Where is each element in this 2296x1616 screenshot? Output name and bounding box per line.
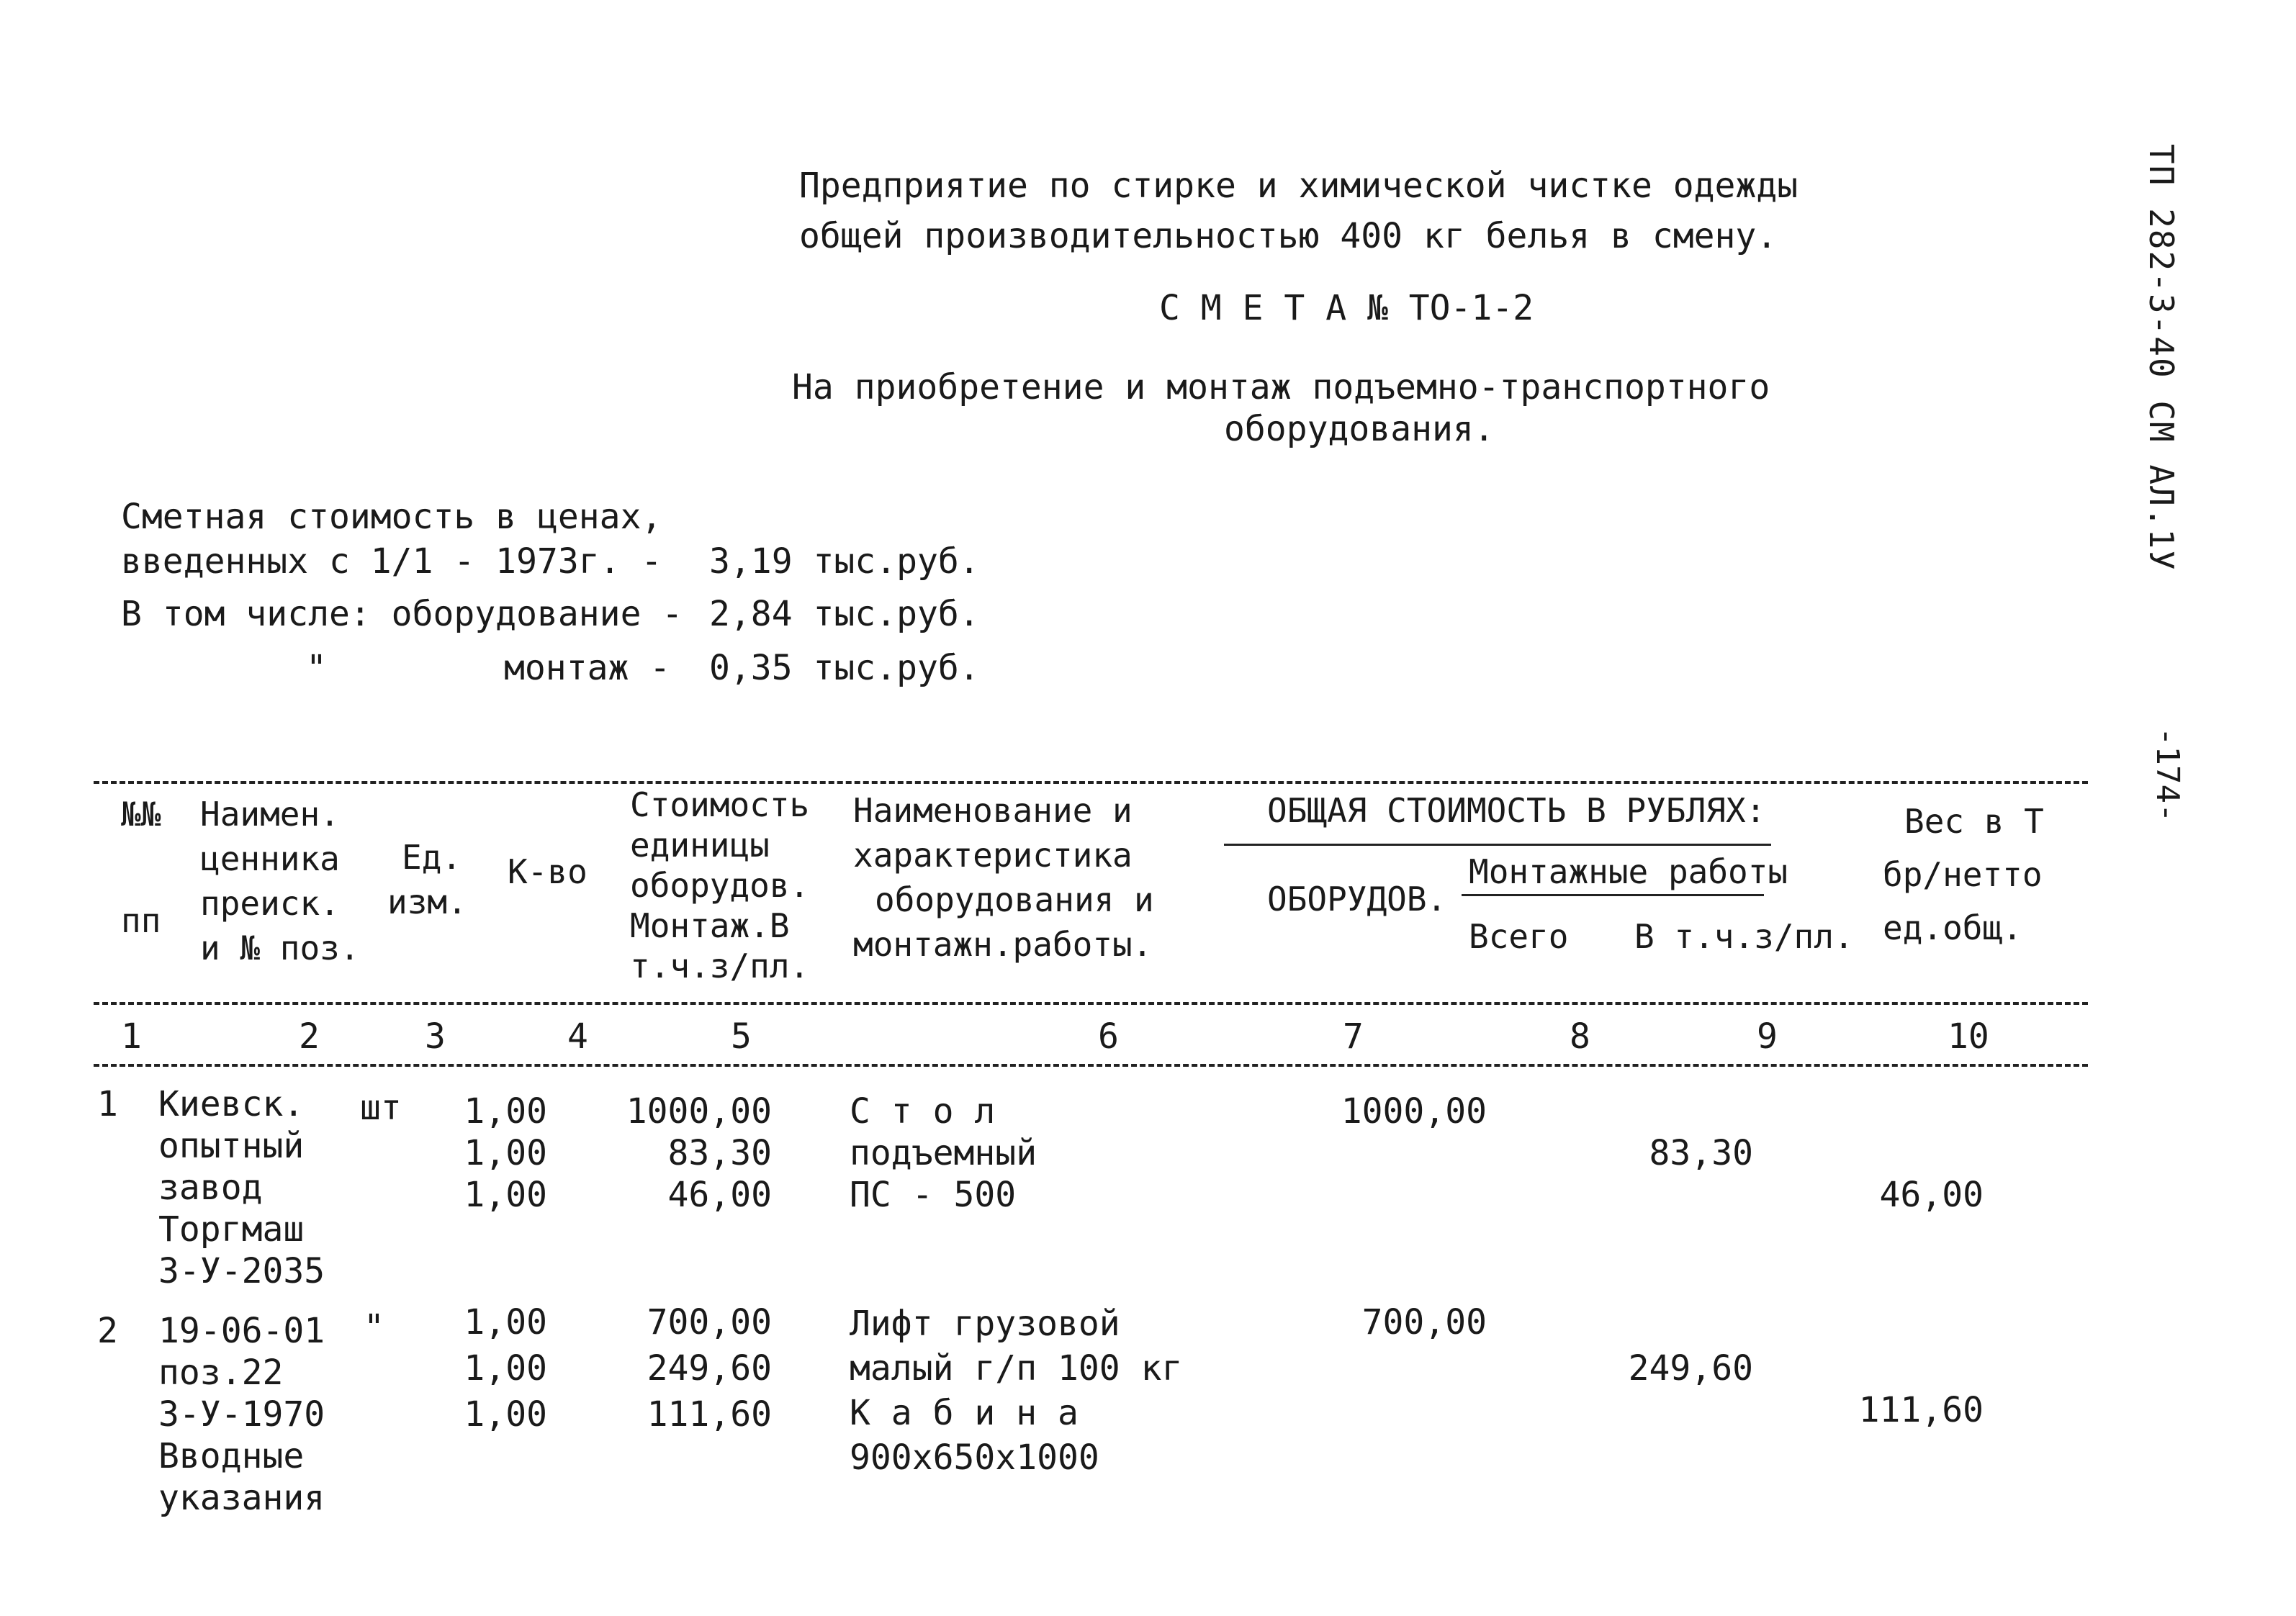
row-1-description: С т о л подъемный ПС - 500 (850, 1091, 1037, 1215)
total-cost-group-header: ОБЩАЯ СТОИМОСТЬ В РУБЛЯХ: (1267, 791, 1766, 830)
row-2-unit: " (364, 1307, 384, 1348)
cost-summary-line-4-value: 0,35 тыс.руб. (709, 648, 980, 688)
cost-summary-line-4-label: монтаж - (504, 648, 671, 688)
mount-group-underline (1462, 894, 1764, 896)
cost-summary-line-3-value: 2,84 тыс.руб. (709, 594, 980, 634)
row-2-description: Лифт грузовой малый г/п 100 кг К а б и н а 900х650х1000 (850, 1304, 1183, 1478)
col-number-1: 1 (121, 1016, 142, 1057)
row-1-unit: шт (360, 1088, 402, 1128)
cost-summary-line-2-value: 3,19 тыс.руб. (709, 541, 980, 582)
title-line-2: общей производительностью 400 кг белья в смену. (799, 216, 1778, 256)
row-2-number: 2 (97, 1311, 118, 1351)
col7-header: ОБОРУДОВ. (1267, 880, 1447, 918)
col-number-9: 9 (1757, 1016, 1778, 1057)
col-number-3: 3 (425, 1016, 446, 1057)
row-2-unit-cost: 700,00 249,60 111,60 (647, 1302, 772, 1435)
col4-header: К-во (508, 852, 587, 891)
row-1-pricelist: Киевск. опытный завод Торгмаш 3-У-2035 (158, 1084, 325, 1291)
title-line-1: Предприятие по стирке и химической чистке одежды (799, 166, 1798, 206)
col1-header: №№ пп (121, 795, 161, 940)
col-number-5: 5 (731, 1016, 752, 1057)
col-number-7: 7 (1343, 1016, 1364, 1057)
row-2-weight: 111,60 (1858, 1390, 1984, 1430)
table-top-rule (94, 781, 2088, 784)
col8-header: Всего (1469, 917, 1569, 956)
row-2-mount-wage: 249,60 (1628, 1348, 1753, 1389)
row-2-pricelist: 19-06-01 поз.22 3-У-1970 Вводные указания (158, 1311, 325, 1518)
row-1-weight: 46,00 (1879, 1175, 1984, 1215)
total-group-underline (1224, 844, 1771, 846)
row-1-equipment-total: 1000,00 (1341, 1091, 1487, 1132)
cost-summary-line-3-label: В том числе: оборудование - (121, 594, 683, 634)
page-number: -174- (2149, 727, 2186, 823)
table-numbers-rule (94, 1064, 2088, 1067)
cost-summary-line-4-ditto: " (306, 648, 327, 688)
document-code: ТП 282-3-40 СМ АЛ.1У (2142, 144, 2181, 572)
col-number-10: 10 (1948, 1016, 1989, 1057)
row-2-quantity: 1,00 1,00 1,00 (464, 1302, 547, 1435)
row-1-unit-cost: 1000,00 83,30 46,00 (626, 1091, 772, 1215)
row-1-mount-wage: 83,30 (1649, 1133, 1753, 1173)
col6-header: Наименование и характеристика оборудования и монтажн.работы. (853, 791, 1154, 964)
col9-header: В т.ч.з/пл. (1634, 917, 1854, 956)
row-1-number: 1 (97, 1084, 118, 1124)
purpose-line-2: оборудования. (1224, 409, 1495, 449)
col-number-2: 2 (299, 1016, 320, 1057)
col-number-8: 8 (1570, 1016, 1590, 1057)
cost-summary-line-2-label: введенных с 1/1 - 1973г. - (121, 541, 662, 582)
mount-works-group-header: Монтажные работы (1469, 852, 1788, 891)
cost-summary-line-1: Сметная стоимость в ценах, (121, 497, 662, 537)
col3-header: Ед. изм. (387, 838, 467, 921)
col2-header: Наимен. ценника преиск. и № поз. (200, 795, 360, 967)
row-1-quantity: 1,00 1,00 1,00 (464, 1091, 547, 1215)
estimate-number: С М Е Т А № ТО-1-2 (1159, 288, 1534, 328)
col-number-4: 4 (567, 1016, 588, 1057)
row-2-equipment-total: 700,00 (1361, 1302, 1487, 1342)
col10-header: Вес в Т бр/нетто ед.общ. (1883, 802, 2044, 947)
col-number-6: 6 (1098, 1016, 1119, 1057)
col5-header: Стоимость единицы оборудов. Монтаж.В т.ч.з/пл. (630, 785, 810, 985)
table-header-rule (94, 1002, 2088, 1005)
purpose-line-1: На приобретение и монтаж подъемно-транспортного (792, 367, 1770, 407)
